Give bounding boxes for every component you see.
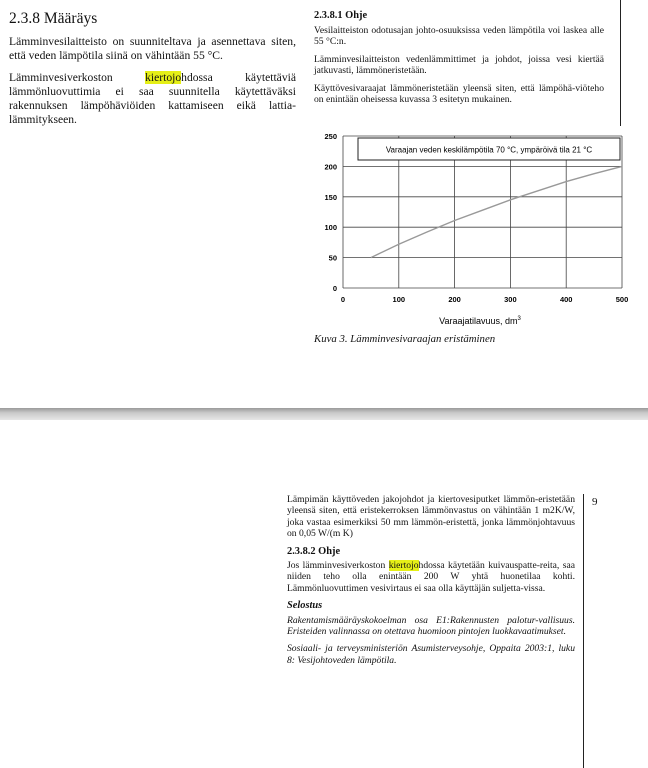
guidance-column xyxy=(314,10,604,106)
subsection-title-2: 2.3.8.2 Ohje xyxy=(287,545,341,557)
search-highlight: kiertojo xyxy=(388,560,419,572)
x-tick-label: 500 xyxy=(615,295,629,304)
text-segment: Jos lämminvesiverkoston xyxy=(287,560,389,572)
subsection-title: 2.3.8.1 Ohje xyxy=(314,10,368,21)
x-axis-label-superscript: 3 xyxy=(517,316,521,322)
section-heading: 2.3.8 Määräys xyxy=(9,10,98,27)
y-tick-labels xyxy=(324,132,337,293)
document-page-2 xyxy=(0,420,648,768)
selostus-paragraph-1: Rakentamismääräyskokoelman osa E1:Rakennusten palotur-vallisuus. Eristeiden valinnassa on otettava huomioon pintojen luokkavaatimukset. xyxy=(287,614,575,638)
page-separator xyxy=(0,408,648,420)
y-tick-label: 250 xyxy=(324,132,337,141)
x-tick-label: 400 xyxy=(559,295,573,304)
page-number: 9 xyxy=(592,496,598,508)
insulation-paragraph: Lämpimän käyttöveden jakojohdot ja kiertovesiputket lämmön-eristetään yleensä siten, että eristekerroksen lämmönvastus on vähintään 1 m2K/W, joka vastaa esimerkiksi 50 mm lämmön-eristettä, jonka lämmönjohtavuus on 0,05 W/(m K) xyxy=(287,494,575,540)
chart-title: Varaajan veden keskilämpötila 70 °C, ympäröivä tila 21 °C xyxy=(385,145,593,155)
x-tick-labels xyxy=(341,295,628,304)
regulation-paragraph-2 xyxy=(9,71,296,127)
y-tick-label: 100 xyxy=(324,223,337,233)
guidance-paragraph-3: Käyttövesivaraajat lämmöneristetään yleensä siten, että lämpöhä-viöteho on enintään oheisessa kuvassa 3 esitetyn mukainen. xyxy=(314,82,604,105)
x-tick-label: 200 xyxy=(448,295,461,304)
regulation-paragraph-1: Lämminvesilaitteisto on suunniteltava ja asennettava siten, että veden lämpötila siinä on vähintään 55 °C. xyxy=(9,35,296,62)
column-rule xyxy=(620,0,621,126)
figure-caption: Kuva 3. Lämminvesivaraajan eristäminen xyxy=(314,333,496,345)
y-tick-label: 0 xyxy=(332,284,337,293)
selostus-paragraph-2: Sosiaali- ja terveysministeriön Asumisterveysohje, Oppaita 2003:1, luku 8: Vesijohtoveden lämpötila. xyxy=(287,643,575,666)
page2-text-column xyxy=(287,494,575,666)
guidance-paragraph-4 xyxy=(287,560,575,594)
y-tick-label: 50 xyxy=(328,253,337,263)
chart-series-line xyxy=(371,166,622,257)
x-axis-label xyxy=(439,316,521,326)
text-segment: hdossa käytetään kuivauspatte-reita, saa niiden teho olla enintään 200 W yhtä huonetilaa kohti. Lämmönluovuttimen vesivirtaus ei saa olla käyttäjän suljetta-vissa. xyxy=(287,560,575,594)
x-tick-label: 0 xyxy=(340,295,346,304)
x-tick-label: 100 xyxy=(392,295,406,304)
search-highlight: kiertojo xyxy=(145,71,182,84)
insulation-chart xyxy=(310,126,630,330)
y-tick-label: 200 xyxy=(324,162,337,172)
y-tick-label: 150 xyxy=(324,192,337,202)
guidance-paragraph-1: Vesilaitteiston odotusajan johto-osuuksissa veden lämpötila voi laskea alle 55 °C:n. xyxy=(314,24,604,47)
x-tick-label: 300 xyxy=(504,295,517,304)
selostus-title: Selostus xyxy=(287,600,323,612)
guidance-paragraph-2: Lämminvesilaitteiston vedenlämmittimet ja johdot, joissa vesi kiertää jatkuvasti, lämmöneristetään. xyxy=(314,53,604,76)
column-rule xyxy=(583,494,584,768)
x-axis-label-text: Varaajatilavuus, dm xyxy=(439,316,518,326)
text-segment: Lämminvesiverkoston xyxy=(9,71,146,84)
text-segment: hdossa käytettäviä lämmönluovuttimia ei saa suunnitella käytettäväksi rakennuksen lämpöhäviöiden kattamiseen eikä lattia-lämmitykseen. xyxy=(9,71,296,126)
